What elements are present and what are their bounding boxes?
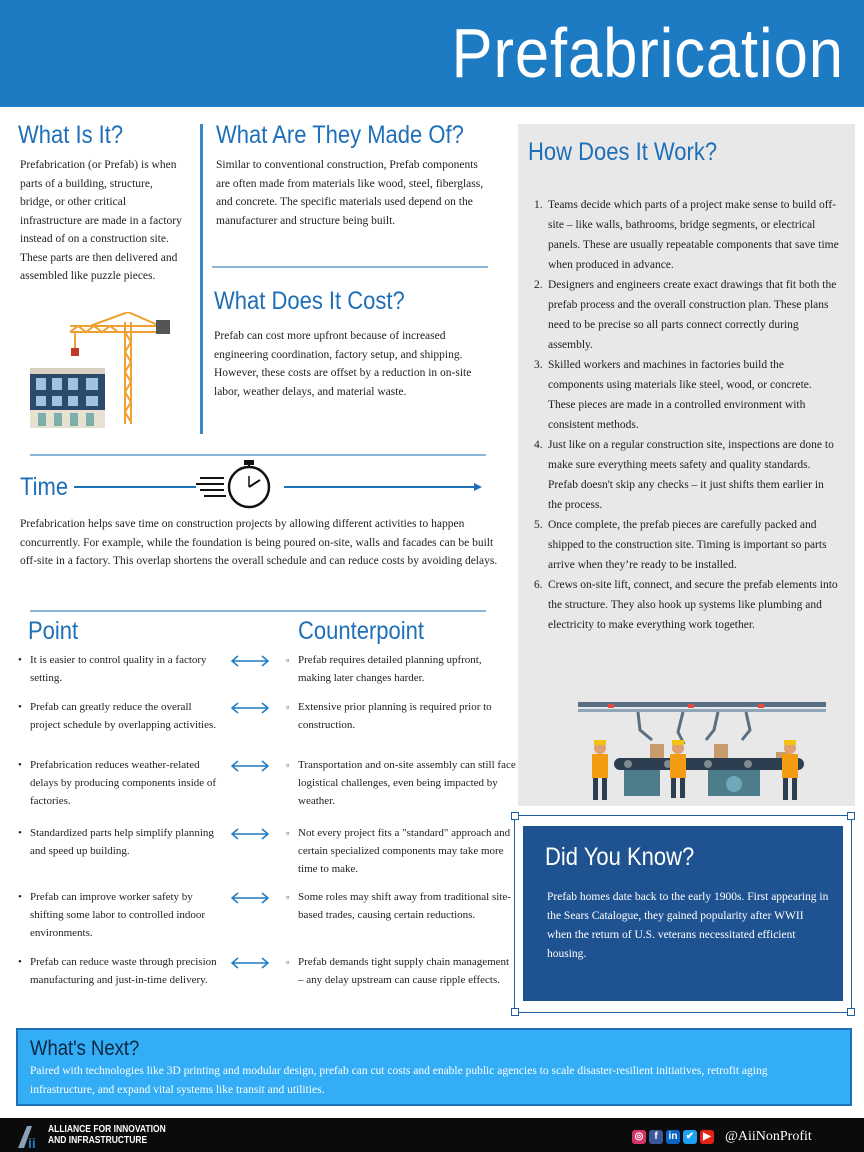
- section-divider: [30, 454, 486, 456]
- double-arrow-icon: [230, 828, 270, 840]
- step-item: [534, 435, 840, 515]
- how-it-works-steps: [534, 195, 840, 635]
- step-text: Teams decide which parts of a project make sense to build off-site – like walls, bathrooms, bridge segments, or electrical panels. These are usually repeatable components that save time when produced in advance.: [548, 199, 839, 271]
- step-item: [534, 355, 840, 435]
- cost-text: Prefab can cost more upfront because of increased engineering coordination, factory setup, and shipping. However, these costs are offset by a reduction in on-site labor, weather delays, and material waste.: [214, 330, 472, 398]
- social-handle[interactable]: @AiiNonProfit: [725, 1129, 812, 1145]
- made-of-text: Similar to conventional construction, Prefab components are often made from materials like wood, steel, fiberglass, and concrete. The specific materials used depend on the manufacturer and structure being built.: [216, 159, 484, 227]
- what-is-it-heading: What Is It?: [18, 121, 124, 149]
- bullet: ▫: [286, 655, 290, 665]
- org-name-line2: AND INFRASTRUCTURE: [48, 1135, 148, 1146]
- aii-logo-icon: [14, 1122, 44, 1150]
- step-text: Once complete, the prefab pieces are carefully packed and shipped to the construction site. Timing is important so parts arrive when they’re ready to be installed.: [548, 519, 827, 571]
- whats-next-text: Paired with technologies like 3D printing and modular design, prefab can cut costs and enable public agencies to scale disaster-resilient initiatives, retrofit aging infrastructure, and expand vital systems like transit and utilities.: [30, 1065, 768, 1096]
- counterpoint-text: Extensive prior planning is required prior to construction.: [298, 701, 492, 731]
- svg-text:ii: ii: [28, 1135, 36, 1150]
- bullet: •: [18, 891, 22, 903]
- time-text: Prefabrication helps save time on construction projects by allowing different activities to happen concurrently. For example, while the foundation is being poured on-site, walls and facades can be built off-site in a factory. This overlap shortens the overall schedule and can reduce costs by avoiding delays.: [20, 518, 498, 567]
- point-text: Prefab can greatly reduce the overall project schedule by overlapping activities.: [30, 701, 217, 731]
- how-it-works-heading: How Does It Work?: [528, 138, 718, 166]
- crane-building-illustration: [30, 312, 180, 430]
- counterpoint-text: Some roles may shift away from traditional site-based trades, causing certain reductions.: [298, 891, 511, 921]
- factory-assembly-line-illustration: [578, 696, 826, 804]
- made-of-heading: What Are They Made Of?: [216, 121, 464, 149]
- point-text: It is easier to control quality in a factory setting.: [30, 654, 207, 684]
- bullet: ▫: [286, 828, 290, 838]
- step-text: Designers and engineers create exact drawings that fit both the prefab process and the overall construction plan. These plans need to be precise so all parts connect correctly during assembly.: [548, 279, 837, 351]
- org-name-line1: ALLIANCE FOR INNOVATION: [48, 1124, 166, 1135]
- point-heading: Point: [28, 617, 79, 645]
- counterpoint-text: Transportation and on-site assembly can still face logistical challenges, even being impacted by weather.: [298, 759, 516, 807]
- bullet: •: [18, 701, 22, 713]
- step-text: Just like on a regular construction site, inspections are done to make sure everything meets safety and quality standards. Prefab doesn't skip any checks – it just shifts them earlier in the process.: [548, 439, 834, 511]
- bullet: •: [18, 654, 22, 666]
- org-name: [48, 1124, 166, 1146]
- counterpoint-heading: Counterpoint: [298, 617, 424, 645]
- step-item: [534, 575, 840, 635]
- youtube-icon[interactable]: ▶: [700, 1130, 714, 1144]
- step-number: 2.: [534, 279, 543, 291]
- step-text: Crews on-site lift, connect, and secure the prefab elements into the structure. They also hook up systems like plumbing and electricity to make everything work together.: [548, 579, 838, 631]
- section-divider: [30, 610, 486, 612]
- step-item: [534, 275, 840, 355]
- did-you-know-text: Prefab homes date back to the early 1900s. First appearing in the Sears Catalogue, they gained popularity after WWII when the return of U.S. veterans necessitated efficient housing.: [547, 891, 829, 960]
- bullet: ▫: [286, 892, 290, 902]
- bullet: •: [18, 956, 22, 968]
- double-arrow-icon: [230, 702, 270, 714]
- step-number: 6.: [534, 579, 543, 591]
- step-text: Skilled workers and machines in factories build the components using materials like steel, wood, or concrete. These pieces are made in a controlled environment with consistent methods.: [548, 359, 812, 431]
- cost-heading: What Does It Cost?: [214, 287, 405, 315]
- whats-next-heading: What's Next?: [30, 1037, 140, 1060]
- step-number: 1.: [534, 199, 543, 211]
- what-is-it-text: Prefabrication (or Prefab) is when parts of a building, structure, bridge, or other critical infrastructure are made in a factory instead of on a construction site. These parts are then delivered and assembled like puzzle pieces.: [20, 159, 182, 282]
- facebook-icon[interactable]: f: [649, 1130, 663, 1144]
- double-arrow-icon: [230, 655, 270, 667]
- double-arrow-icon: [230, 892, 270, 904]
- bullet: •: [18, 827, 22, 839]
- point-text: Standardized parts help simplify planning and speed up building.: [30, 827, 214, 857]
- stopwatch-timeline-graphic: [74, 458, 486, 514]
- step-item: [534, 195, 840, 275]
- step-item: [534, 515, 840, 575]
- counterpoint-text: Not every project fits a "standard" approach and certain specialized components may take more time to make.: [298, 827, 511, 875]
- column-divider: [200, 124, 203, 434]
- page-title: Prefabrication: [451, 14, 844, 92]
- double-arrow-icon: [230, 760, 270, 772]
- bullet: ▫: [286, 760, 290, 770]
- time-heading: Time: [20, 473, 69, 501]
- step-number: 5.: [534, 519, 543, 531]
- point-text: Prefabrication reduces weather-related delays by producing components inside of factories.: [30, 759, 217, 807]
- did-you-know-heading: Did You Know?: [545, 843, 695, 871]
- social-links: [632, 1128, 812, 1146]
- step-number: 3.: [534, 359, 543, 371]
- step-number: 4.: [534, 439, 543, 451]
- point-text: Prefab can reduce waste through precision manufacturing and just-in-time delivery.: [30, 956, 217, 986]
- twitter-icon[interactable]: ✔: [683, 1130, 697, 1144]
- linkedin-icon[interactable]: in: [666, 1130, 680, 1144]
- bullet: ▫: [286, 702, 290, 712]
- bullet: ▫: [286, 957, 290, 967]
- double-arrow-icon: [230, 957, 270, 969]
- instagram-icon[interactable]: ◎: [632, 1130, 646, 1144]
- bullet: •: [18, 759, 22, 771]
- point-text: Prefab can improve worker safety by shifting some labor to controlled indoor environments.: [30, 891, 206, 939]
- section-divider: [212, 266, 488, 268]
- counterpoint-text: Prefab demands tight supply chain management – any delay upstream can cause ripple effects.: [298, 956, 510, 986]
- counterpoint-text: Prefab requires detailed planning upfront, making later changes harder.: [298, 654, 482, 684]
